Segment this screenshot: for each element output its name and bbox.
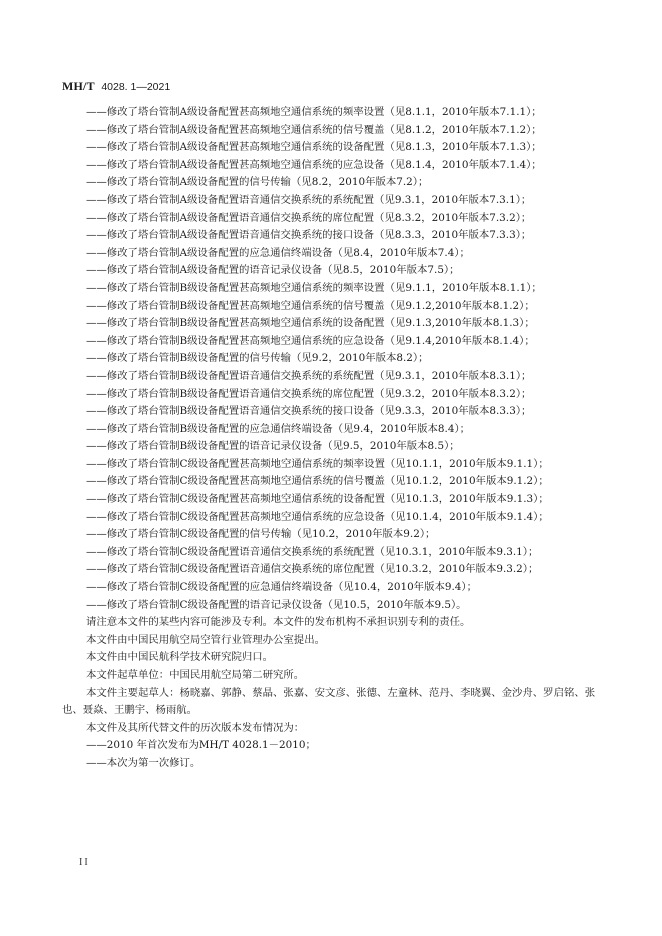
change-item: ——修改了塔台管制A级设备配置甚高频地空通信系统的信号覆盖（见8.1.2，2010年版本7.1.2）； (86, 123, 542, 136)
change-item: ——修改了塔台管制A级设备配置语音通信交换系统的席位配置（见8.3.2，2010年版本7.3.2）； (86, 211, 532, 224)
change-item: ——修改了塔台管制C级设备配置的应急通信终端设备（见10.4，2010年版本9.4）； (86, 581, 477, 594)
change-item: ——修改了塔台管制C级设备配置甚高频地空通信系统的信号覆盖（见10.1.2，2010年版本9.1.2）； (86, 475, 549, 488)
drafting-unit: 本文件起草单位：中国民用航空局第二研究所。 (86, 669, 305, 681)
drafters: 本文件主要起草人：杨晓嘉、郭静、蔡晶、张嘉、安文彦、张德、左童林、范丹、李晓翼、金沙舟、罗启铭、张也、聂焱、王鹏宇、杨雨航。 (62, 686, 596, 717)
change-item: ——修改了塔台管制C级设备配置甚高频地空通信系统的频率设置（见10.1.1，2010年版本9.1.1）； (86, 457, 549, 470)
document-body (62, 104, 602, 773)
managed-by: 本文件由中国民航科学技术研究院归口。 (86, 651, 274, 664)
proposed-by: 本文件由中国民用航空局空管行业管理办公室提出。 (86, 633, 325, 646)
change-item: ——修改了塔台管制A级设备配置甚高频地空通信系统的频率设置（见8.1.1，2010年版本7.1.1）； (86, 106, 542, 118)
patent-note: 请注意本文件的某些内容可能涉及专利。本文件的发布机构不承担识别专利的责任。 (86, 616, 471, 629)
foreword-notes (62, 614, 602, 772)
change-item: ——修改了塔台管制A级设备配置的应急通信终端设备（见8.4，2010年版本7.4）； (86, 246, 470, 259)
change-item: ——修改了塔台管制C级设备配置的语音记录仪设备（见10.5，2010年版本9.5）。 (86, 598, 467, 611)
change-item: ——修改了塔台管制B级设备配置的信号传输（见9.2，2010年版本8.2）； (86, 352, 429, 365)
change-item: ——修改了塔台管制B级设备配置甚高频地空通信系统的设备配置（见9.1.3,2010年版本8.1.3）； (86, 317, 535, 330)
change-item: ——修改了塔台管制B级设备配置甚高频地空通信系统的应急设备（见9.1.4,2010年版本8.1.4）； (86, 334, 535, 347)
change-item: ——修改了塔台管制B级设备配置甚高频地空通信系统的信号覆盖（见9.1.2,2010年版本8.1.2）； (86, 299, 535, 312)
standard-code: MH/T (62, 79, 95, 93)
history-intro: 本文件及其所代替文件的历次版本发布情况为： (86, 721, 305, 734)
change-item: ——修改了塔台管制B级设备配置语音通信交换系统的系统配置（见9.3.1，2010年版本8.3.1）； (86, 369, 532, 382)
change-item: ——修改了塔台管制C级设备配置甚高频地空通信系统的应急设备（见10.1.4，2010年版本9.1.4）； (86, 510, 549, 523)
change-item: ——修改了塔台管制B级设备配置甚高频地空通信系统的频率设置（见9.1.1，2010年版本8.1.1）； (86, 281, 542, 294)
change-item: ——修改了塔台管制B级设备配置的语音记录仪设备（见9.5，2010年版本8.5）； (86, 440, 460, 453)
changes-list (62, 104, 602, 614)
change-item: ——修改了塔台管制A级设备配置的信号传输（见8.2，2010年版本7.2）； (86, 176, 429, 189)
change-item: ——修改了塔台管制C级设备配置的信号传输（见10.2，2010年版本9.2）； (86, 528, 436, 541)
change-item: ——修改了塔台管制B级设备配置的应急通信终端设备（见9.4，2010年版本8.4）； (86, 422, 471, 435)
change-item: ——修改了塔台管制A级设备配置语音通信交换系统的接口设备（见8.3.3，2010年版本7.3.3）； (86, 229, 532, 242)
change-item: ——修改了塔台管制C级设备配置语音通信交换系统的系统配置（见10.3.1，2010年版本9.3.1）； (86, 545, 539, 558)
change-item: ——修改了塔台管制A级设备配置甚高频地空通信系统的设备配置（见8.1.3，2010年版本7.1.3）； (86, 141, 542, 154)
change-item: ——修改了塔台管制A级设备配置的语音记录仪设备（见8.5，2010年版本7.5）； (86, 264, 460, 277)
history-item: ——本次为第一次修订。 (86, 756, 201, 769)
history-item: ——2010 年首次发布为MH/T 4028.1－2010； (86, 739, 316, 752)
change-item: ——修改了塔台管制A级设备配置甚高频地空通信系统的应急设备（见8.1.4，2010年版本7.1.4）； (86, 158, 542, 171)
change-item: ——修改了塔台管制C级设备配置甚高频地空通信系统的设备配置（见10.1.3，2010年版本9.1.3）； (86, 493, 549, 506)
change-item: ——修改了塔台管制A级设备配置语音通信交换系统的系统配置（见9.3.1，2010年版本7.3.1）； (86, 193, 532, 206)
standard-number: 4028. 1—2021 (101, 81, 171, 93)
change-item: ——修改了塔台管制C级设备配置语音通信交换系统的席位配置（见10.3.2，2010年版本9.3.2）； (86, 563, 539, 576)
change-item: ——修改了塔台管制B级设备配置语音通信交换系统的接口设备（见9.3.3，2010年版本8.3.3）； (86, 405, 532, 418)
page-number: II (79, 857, 90, 868)
document-header (62, 79, 170, 94)
change-item: ——修改了塔台管制B级设备配置语音通信交换系统的席位配置（见9.3.2，2010年版本8.3.2）； (86, 387, 532, 400)
